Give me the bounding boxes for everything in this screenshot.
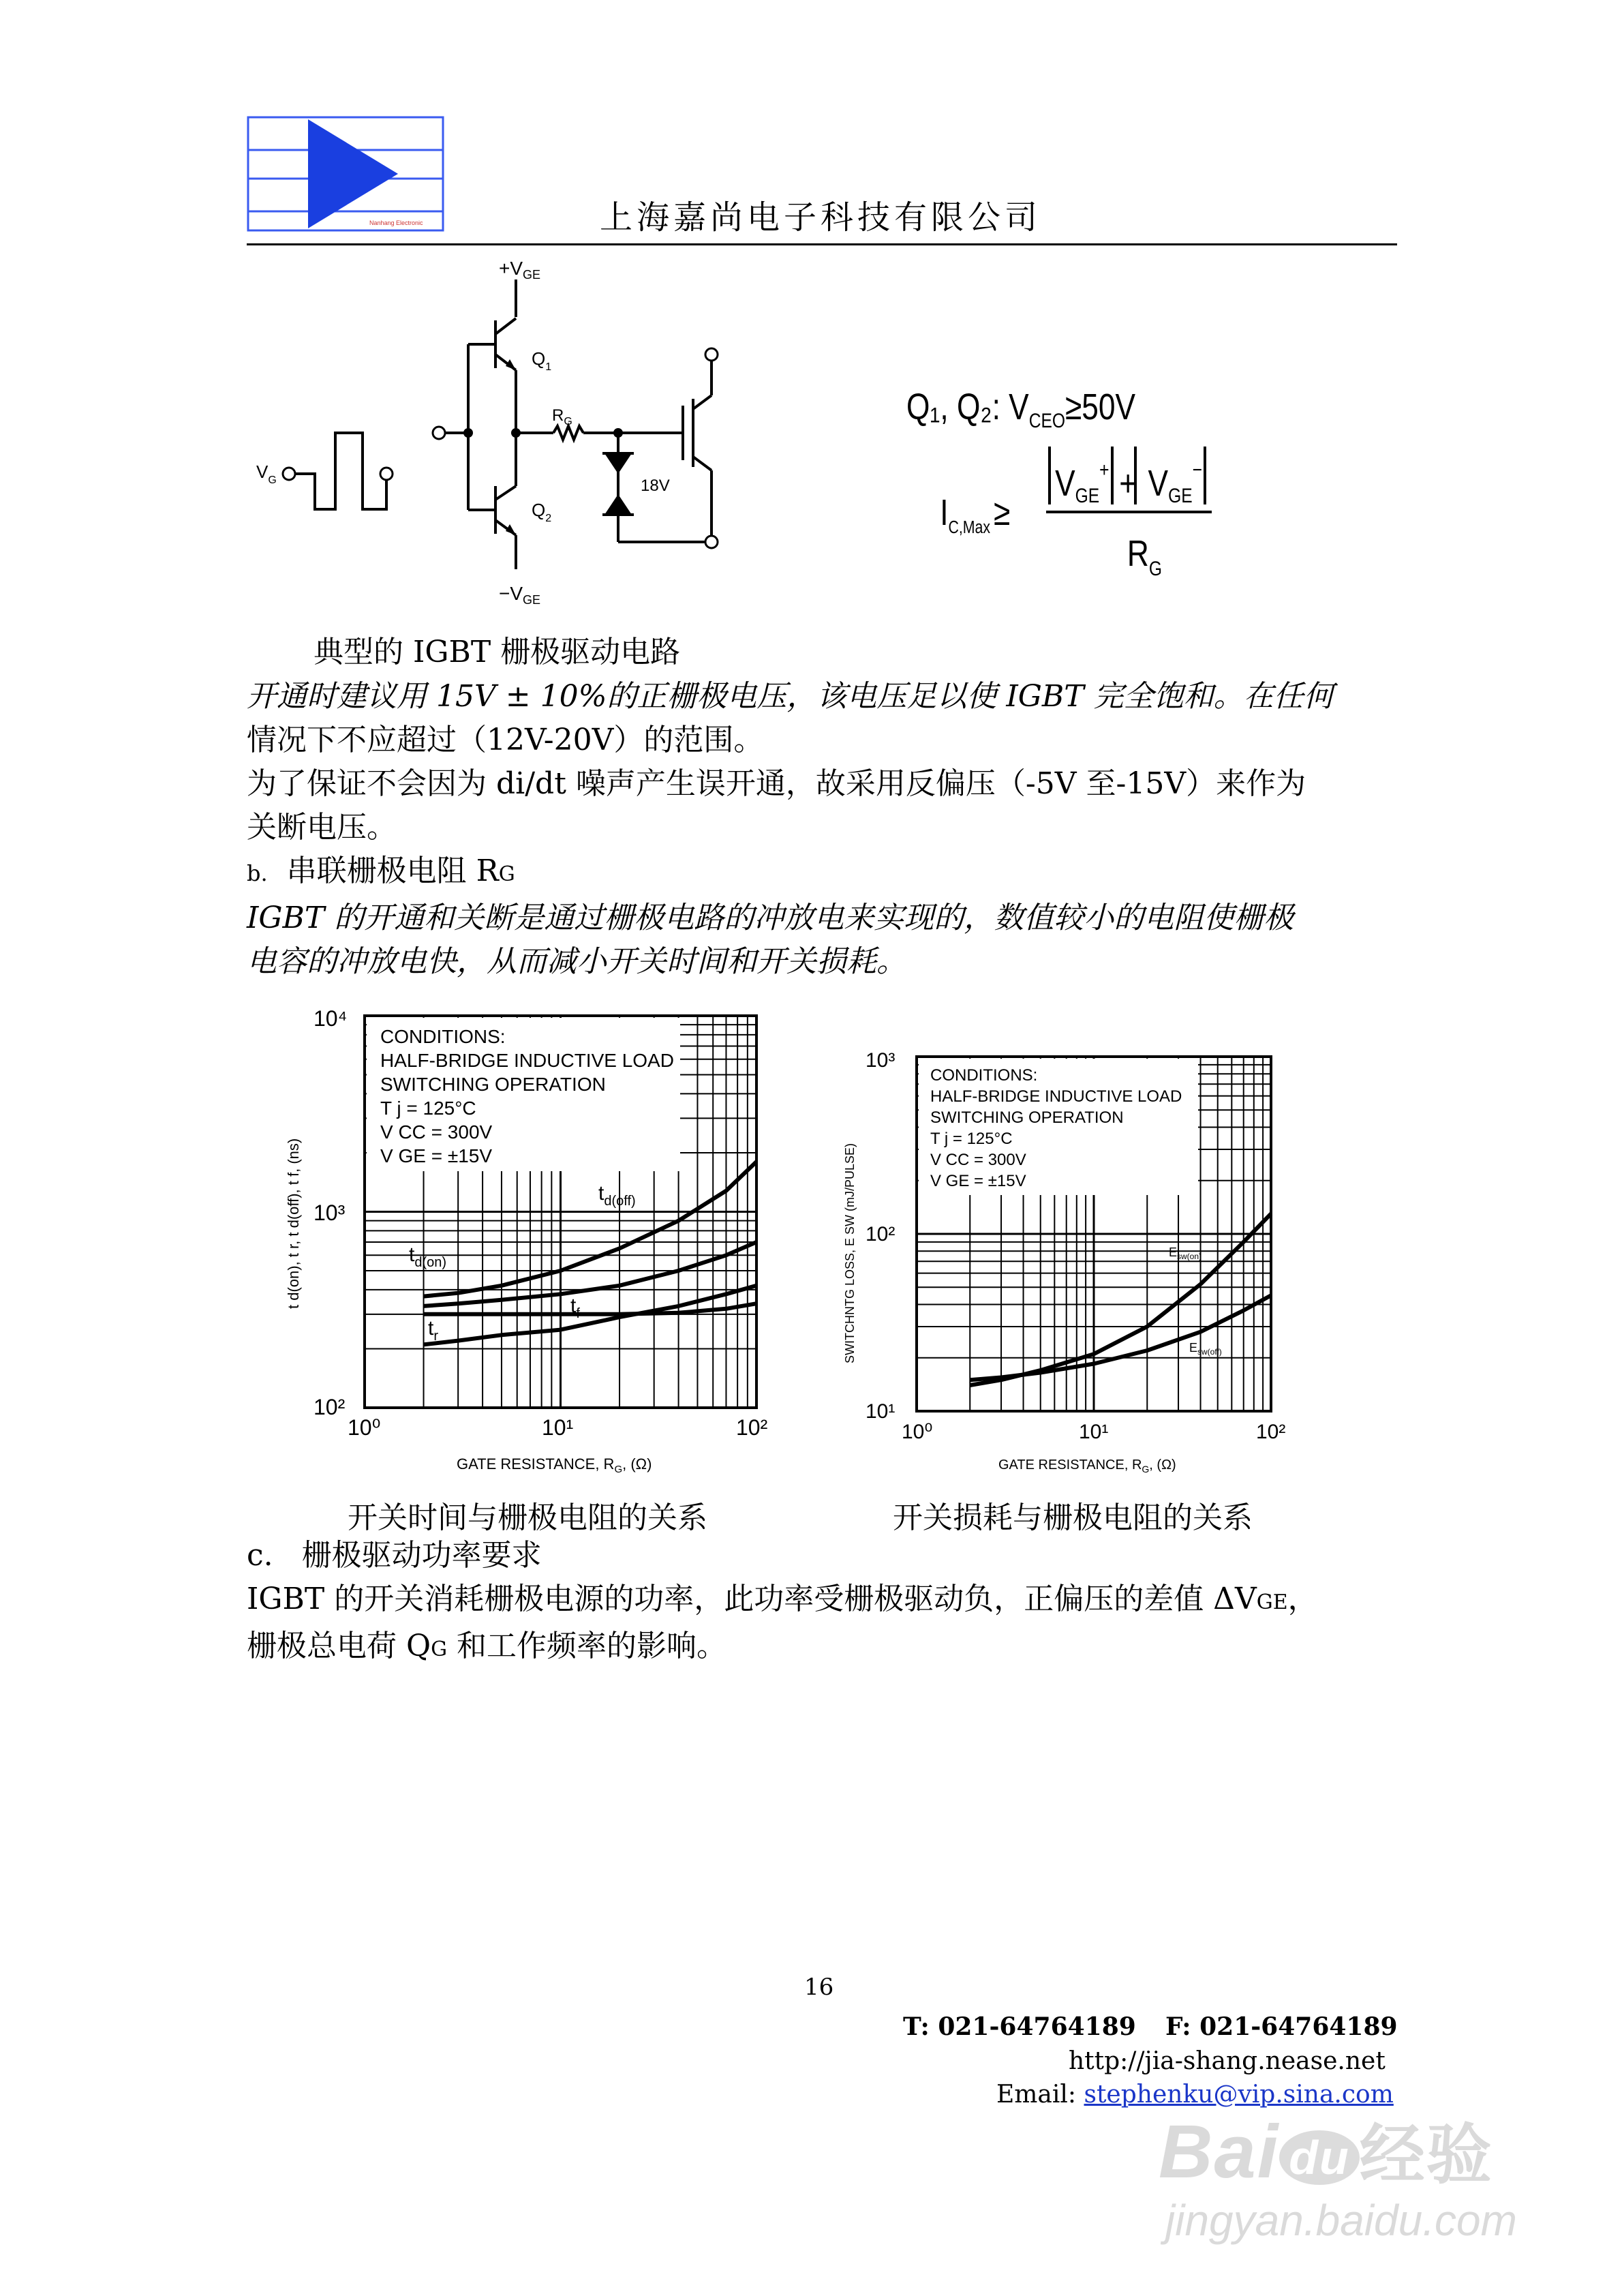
chart1-cond-2: SWITCHING OPERATION — [380, 1074, 606, 1095]
chart2-ytick-0: 10³ — [866, 1049, 896, 1072]
p2-line1: 为了保证不会因为 di/dt 噪声产生误开通，故采用反偏压（-5V 至-15V）来作为 — [247, 766, 1306, 801]
label-q2: $Q_2$ — [532, 500, 552, 524]
chart2-series-eswon — [970, 1213, 1271, 1385]
p2-line2: 关断电压。 — [247, 810, 397, 845]
footer-phone: T: 021-64764189 — [903, 2012, 1136, 2041]
chart1-caption: 开关时间与栅极电阻的关系 — [348, 1500, 707, 1535]
footer-fax: F: 021-64764189 — [1165, 2012, 1398, 2041]
email-link[interactable]: stephenku@vip.sina.com — [1084, 2081, 1394, 2109]
switching-loss-chart — [835, 1016, 1305, 1493]
chart2-xlabel: GATE RESISTANCE, $R_G$, (Ω) — [998, 1457, 1176, 1475]
switching-time-chart — [279, 988, 784, 1479]
label-vge-pos: $+V_{GE}$ — [499, 258, 541, 282]
chart2-cond-2: SWITCHING OPERATION — [930, 1108, 1124, 1127]
chart1-cond-0: CONDITIONS: — [380, 1026, 506, 1047]
formula-line1: Q₁, Q₂: $V_{CEO}\ge 50V$ — [906, 386, 1136, 432]
gate-drive-circuit — [247, 256, 765, 617]
label-vg: $V_G$ — [256, 462, 277, 486]
section-c-heading: c. 栅极驱动功率要求 — [247, 1538, 542, 1573]
chart2-series-eswoff — [970, 1295, 1271, 1380]
section-b-heading: b. 串联栅极电阻 RG — [247, 854, 515, 888]
company-name: 上海嘉尚电子科技有限公司 — [600, 198, 1042, 237]
chart2-caption: 开关损耗与栅极电阻的关系 — [893, 1500, 1253, 1535]
logo-caption: Nanhang Electronic — [369, 220, 423, 226]
p3-line1: IGBT 的开通和关断是通过栅极电路的冲放电来实现的，数值较小的电阻使栅极 — [247, 901, 1294, 935]
chart1-xtick-2: 10² — [736, 1415, 768, 1440]
company-logo — [247, 116, 444, 232]
p4-line1: IGBT 的开关消耗栅极电源的功率，此功率受栅极驱动负，正偏压的差值 ΔVGE， — [247, 1582, 1318, 1616]
chart2-ylabel: SWITCHNTG LOSS, E SW (mJ/PULSE) — [843, 1143, 857, 1363]
chart1-label-tdoff: $t_{d(off)}$ — [598, 1182, 636, 1209]
chart2-cond-0: CONDITIONS: — [930, 1066, 1038, 1085]
chart1-series-tdoff — [424, 1162, 757, 1297]
chart1-cond-4: V CC = 300V — [380, 1121, 493, 1143]
chart2-xtick-2: 10² — [1256, 1421, 1286, 1443]
chart1-series-tf — [424, 1303, 757, 1314]
chart1-xtick-1: 10¹ — [542, 1415, 574, 1440]
section-c — [247, 1534, 1318, 1672]
formula-denominator: $R_G$ — [1127, 532, 1163, 580]
p1-line2: 情况下不应超过（12V-20V）的范围。 — [247, 723, 764, 757]
formula-numerator: VGE+ + VGE− — [1055, 457, 1202, 507]
watermark-brand: Bai du 经验 — [1159, 2110, 1493, 2194]
chart2-ytick-1: 10² — [866, 1223, 896, 1245]
chart1-label-tr: $t_r$ — [428, 1317, 439, 1344]
label-rg: $R_G$ — [552, 406, 572, 427]
footer-email: Email: stephenku@vip.sina.com — [996, 2081, 1394, 2109]
chart2-cond-4: V CC = 300V — [930, 1151, 1026, 1169]
chart1-ytick-1: 10³ — [313, 1200, 346, 1225]
chart2-cond-5: V GE = ±15V — [930, 1172, 1026, 1190]
label-q1: $Q_1$ — [532, 348, 552, 373]
circuit-caption: 典型的 IGBT 栅极驱动电路 — [313, 635, 681, 669]
page-number: 16 — [804, 1974, 834, 2001]
chart1-cond-1: HALF-BRIDGE INDUCTIVE LOAD — [380, 1050, 674, 1071]
chart2-xtick-1: 10¹ — [1079, 1421, 1109, 1443]
chart1-ytick-0: 10⁴ — [313, 1006, 348, 1031]
chart2-cond-1: HALF-BRIDGE INDUCTIVE LOAD — [930, 1087, 1182, 1106]
p1-line1: 开通时建议用 15V ± 10%的正栅极电压，该电压足以使 IGBT 完全饱和。在任何 — [247, 679, 1334, 714]
chart1-cond-3: T j = 125°C — [380, 1098, 476, 1119]
p4-line2: 栅极总电荷 QG 和工作频率的影响。 — [247, 1629, 727, 1663]
formula-ic: $I_{C,Max}\ge$ — [940, 492, 1011, 538]
chart1-label-tdon: $t_{d(on)}$ — [409, 1243, 447, 1270]
header-divider — [247, 243, 1397, 245]
watermark-site: jingyan.baidu.com — [1165, 2196, 1517, 2245]
chart1-ylabel: t d(on), t r, t d(off), t f, (ns) — [285, 1138, 302, 1309]
chart2-label-eoff: $E_{sw(off)}$ — [1189, 1341, 1222, 1357]
chart2-label-eon: $E_{sw(on)}$ — [1169, 1245, 1202, 1261]
chart2-cond-3: T j = 125°C — [930, 1130, 1013, 1148]
chart1-ytick-2: 10² — [313, 1395, 346, 1419]
chart1-xlabel: GATE RESISTANCE, $R_G$, (Ω) — [457, 1455, 652, 1475]
chart1-series-tdon — [424, 1242, 757, 1306]
chart1-label-tf: $t_f$ — [570, 1295, 580, 1321]
chart1-cond-5: V GE = ±15V — [380, 1145, 493, 1166]
chart2-ytick-2: 10¹ — [866, 1400, 896, 1423]
p3-line2: 电容的冲放电快，从而减小开关时间和开关损耗。 — [247, 944, 906, 979]
chart2-xtick-0: 10⁰ — [902, 1421, 933, 1443]
label-vge-neg: $-V_{GE}$ — [499, 583, 541, 607]
collector-current-formula — [906, 378, 1220, 590]
watermark-paw: du — [1279, 2130, 1360, 2185]
paragraph-1 — [247, 675, 1334, 984]
footer-url[interactable]: http://jia-shang.nease.net — [1069, 2047, 1386, 2075]
chart1-xtick-0: 10⁰ — [348, 1415, 381, 1440]
label-zener: 18V — [641, 477, 670, 495]
